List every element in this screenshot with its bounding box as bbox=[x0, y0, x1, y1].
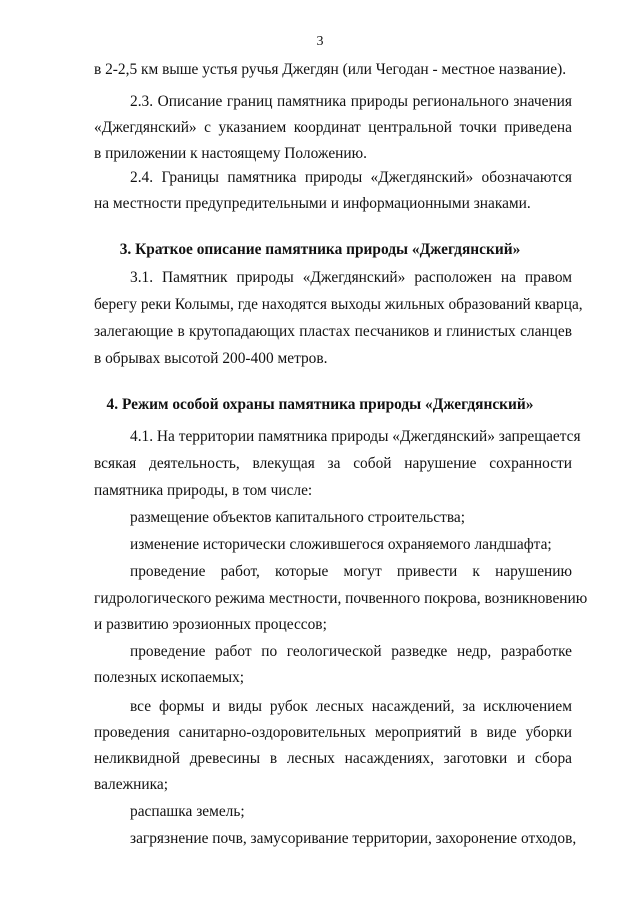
list-item-line: распашка земель; bbox=[130, 803, 245, 820]
list-item-line: проведение работ по геологической разведке недр, разработке bbox=[130, 643, 572, 660]
page-number: 3 bbox=[316, 34, 324, 49]
paragraph-2-4-line-2: на местности предупредительными и информационными знаками. bbox=[94, 195, 531, 212]
list-item-line: полезных ископаемых; bbox=[94, 669, 245, 686]
section-3-heading: 3. Краткое описание памятника природы «Джегдянский» bbox=[119, 241, 521, 258]
paragraph-4-1-line-2: всякая деятельность, влекущая за собой нарушение сохранности bbox=[94, 455, 572, 472]
paragraph-2-3-line-3: в приложении к настоящему Положению. bbox=[94, 145, 367, 162]
paragraph-3-1-line-1: 3.1. Памятник природы «Джегдянский» расположен на правом bbox=[130, 269, 572, 286]
list-item-line: все формы и виды рубок лесных насаждений, за исключением bbox=[130, 698, 572, 715]
paragraph-4-1-line-1: 4.1. На территории памятника природы «Джегдянский» запрещается bbox=[130, 428, 581, 445]
paragraph-3-1-line-3: залегающие в крутопадающих пластах песчаников и глинистых сланцев bbox=[94, 323, 572, 340]
paragraph-line: в 2-2,5 км выше устья ручья Джегдян (или Чегодан - местное название). bbox=[94, 61, 567, 78]
list-item-line: проведения санитарно-оздоровительных мероприятий в виде уборки bbox=[94, 724, 572, 741]
list-item-line: неликвидной древесины в лесных насаждениях, заготовки и сбора bbox=[94, 750, 572, 767]
list-item-line: гидрологического режима местности, почвенного покрова, возникновению bbox=[94, 590, 588, 607]
paragraph-2-4-line-1: 2.4. Границы памятника природы «Джегдянский» обозначаются bbox=[130, 169, 572, 186]
paragraph-4-1-line-3: памятника природы, в том числе: bbox=[94, 482, 313, 499]
section-4-heading: 4. Режим особой охраны памятника природы «Джегдянский» bbox=[106, 396, 534, 413]
list-item-line: проведение работ, которые могут привести к нарушению bbox=[130, 563, 572, 580]
paragraph-3-1-line-2: берегу реки Колымы, где находятся выходы жильных образований кварца, bbox=[94, 296, 583, 313]
list-item-line: изменение исторически сложившегося охраняемого ландшафта; bbox=[130, 536, 552, 553]
list-item-line: размещение объектов капитального строительства; bbox=[130, 509, 466, 526]
paragraph-3-1-line-4: в обрывах высотой 200-400 метров. bbox=[94, 350, 328, 367]
list-item-line: валежника; bbox=[94, 776, 168, 793]
paragraph-2-3-line-1: 2.3. Описание границ памятника природы регионального значения bbox=[130, 93, 572, 110]
list-item-line: загрязнение почв, замусоривание территории, захоронение отходов, bbox=[130, 830, 577, 847]
list-item-line: и развитию эрозионных процессов; bbox=[94, 616, 327, 633]
paragraph-2-3-line-2: «Джегдянский» с указанием координат центральной точки приведена bbox=[94, 119, 572, 136]
